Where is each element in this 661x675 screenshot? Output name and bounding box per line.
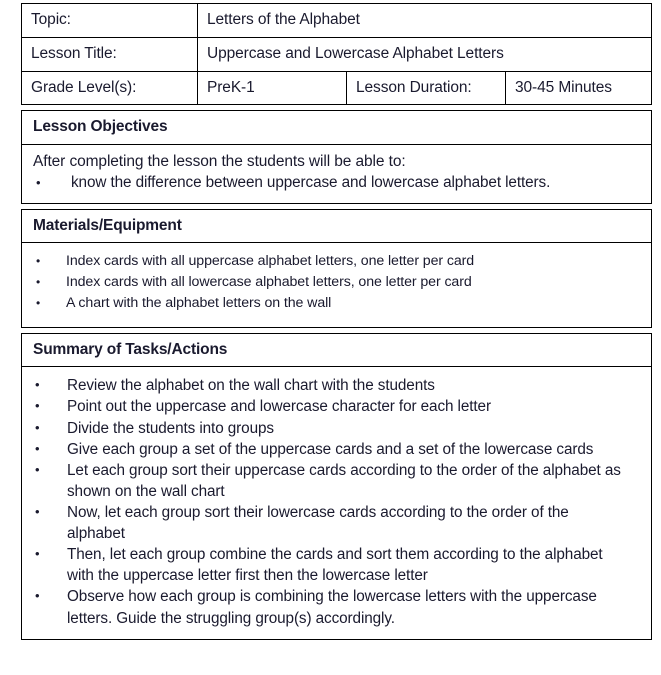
list-item: • Divide the students into groups bbox=[31, 418, 629, 439]
objectives-list bbox=[31, 173, 642, 194]
materials-equipment-heading: Materials/Equipment bbox=[33, 216, 182, 234]
list-item: • Then, let each group combine the cards and sort them according to the alphabet with the uppercase letter first then the lowercase letter bbox=[31, 544, 629, 586]
list-item: • A chart with the alphabet letters on the wall bbox=[31, 293, 642, 314]
topic-label: Topic: bbox=[31, 11, 71, 28]
materials-block bbox=[21, 209, 652, 328]
list-item: • know the difference between uppercase and lowercase alphabet letters. bbox=[31, 173, 642, 194]
lesson-objectives-heading: Lesson Objectives bbox=[33, 118, 168, 136]
summary-tasks-actions-heading: Summary of Tasks/Actions bbox=[33, 340, 228, 358]
table-row-grade-duration bbox=[22, 71, 651, 105]
objectives-heading-row bbox=[22, 111, 651, 143]
objectives-intro-text: After completing the lesson the students will be able to: bbox=[33, 152, 406, 170]
materials-body-row bbox=[22, 242, 651, 327]
list-item: • Now, let each group sort their lowercase cards according to the order of the alphabet bbox=[31, 502, 629, 544]
tasks-body-row bbox=[22, 366, 651, 638]
lesson-title-value: Uppercase and Lowercase Alphabet Letters bbox=[197, 38, 651, 71]
list-item: • Observe how each group is combining the lowercase letters with the uppercase letters. Guide the struggling group(s) accordingly. bbox=[31, 586, 629, 628]
list-item: • Index cards with all lowercase alphabet letters, one letter per card bbox=[31, 272, 642, 293]
grade-level-label: Grade Level(s): bbox=[31, 78, 137, 96]
list-item: • Review the alphabet on the wall chart with the students bbox=[31, 375, 629, 396]
lesson-info-block bbox=[21, 3, 652, 105]
list-item: • Let each group sort their uppercase cards according to the order of the alphabet as shown on the wall chart bbox=[31, 460, 629, 502]
lesson-objectives-body bbox=[22, 145, 651, 203]
table-row-lesson-title bbox=[22, 37, 651, 71]
lesson-duration-label: Lesson Duration: bbox=[346, 72, 505, 105]
tasks-heading-row bbox=[22, 334, 651, 366]
table-row-topic bbox=[22, 4, 651, 37]
objectives-body-row bbox=[22, 144, 651, 203]
list-item: • Point out the uppercase and lowercase character for each letter bbox=[31, 396, 629, 417]
list-item: • Give each group a set of the uppercase cards and a set of the lowercase cards bbox=[31, 439, 629, 460]
materials-heading-row bbox=[22, 210, 651, 242]
lesson-duration-value: 30-45 Minutes bbox=[505, 72, 651, 105]
lesson-title-label: Lesson Title: bbox=[31, 44, 117, 62]
materials-list bbox=[31, 251, 642, 314]
lesson-plan-table bbox=[21, 3, 652, 640]
summary-tasks-actions-body bbox=[22, 367, 651, 638]
list-item: • Index cards with all uppercase alphabet letters, one letter per card bbox=[31, 251, 642, 272]
tasks-list bbox=[31, 375, 629, 628]
grade-level-value: PreK-1 bbox=[197, 72, 346, 105]
topic-value: Letters of the Alphabet bbox=[197, 4, 651, 37]
materials-equipment-body bbox=[22, 243, 651, 327]
lesson-objectives-block bbox=[21, 110, 652, 203]
tasks-block bbox=[21, 333, 652, 640]
